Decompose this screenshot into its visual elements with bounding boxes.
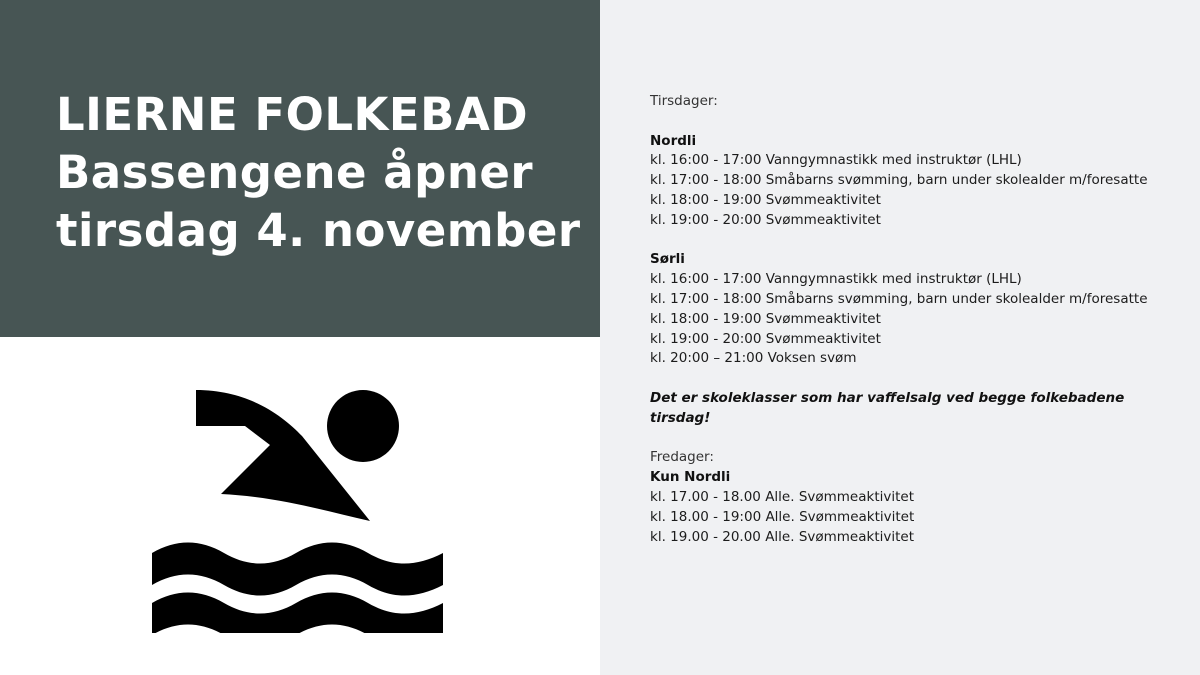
sorli-title: Sørli — [650, 251, 685, 268]
friday-title: Kun Nordli — [650, 469, 731, 486]
list-item: kl. 18:00 - 19:00 Svømmeaktivitet — [650, 191, 881, 208]
title-line-1: LIERNE FOLKEBAD — [56, 88, 529, 141]
list-item: kl. 18:00 - 19:00 Svømmeaktivitet — [650, 310, 881, 327]
schedule — [650, 92, 1170, 547]
swimmer-icon — [150, 363, 450, 633]
list-item: kl. 17:00 - 18:00 Småbarns svømming, barn under skolealder m/foresatte — [650, 172, 1148, 189]
waffle-sale-note: Det er skoleklasser som har vaffelsalg ved begge folkebadene tirsdag! — [650, 389, 1125, 426]
spacer — [650, 429, 1170, 449]
title-line-3: tirsdag 4. november — [56, 204, 581, 257]
list-item: kl. 16:00 - 17:00 Vanngymnastikk med instruktør (LHL) — [650, 152, 1022, 169]
list-item: kl. 19:00 - 20:00 Svømmeaktivitet — [650, 211, 881, 228]
header-panel — [0, 0, 600, 337]
page-title — [56, 86, 581, 260]
friday-label: Fredager: — [650, 449, 714, 466]
list-item: kl. 16:00 - 17:00 Vanngymnastikk med instruktør (LHL) — [650, 271, 1022, 288]
list-item: kl. 20:00 – 21:00 Voksen svøm — [650, 350, 857, 367]
spacer — [650, 112, 1170, 132]
tuesday-label: Tirsdager: — [650, 93, 718, 109]
swimmer-head — [327, 390, 399, 462]
schedule-panel — [600, 0, 1200, 675]
icon-area — [0, 337, 600, 675]
spacer — [650, 369, 1170, 389]
spacer — [650, 231, 1170, 251]
wave-top — [152, 543, 443, 596]
list-item: kl. 19:00 - 20:00 Svømmeaktivitet — [650, 330, 881, 347]
title-line-2: Bassengene åpner — [56, 146, 534, 199]
list-item: kl. 19.00 - 20.00 Alle. Svømmeaktivitet — [650, 528, 915, 545]
list-item: kl. 17.00 - 18.00 Alle. Svømmeaktivitet — [650, 488, 915, 505]
wave-bottom — [152, 593, 443, 634]
list-item: kl. 18.00 - 19:00 Alle. Svømmeaktivitet — [650, 508, 915, 525]
nordli-title: Nordli — [650, 132, 697, 149]
list-item: kl. 17:00 - 18:00 Småbarns svømming, barn under skolealder m/foresatte — [650, 290, 1148, 307]
